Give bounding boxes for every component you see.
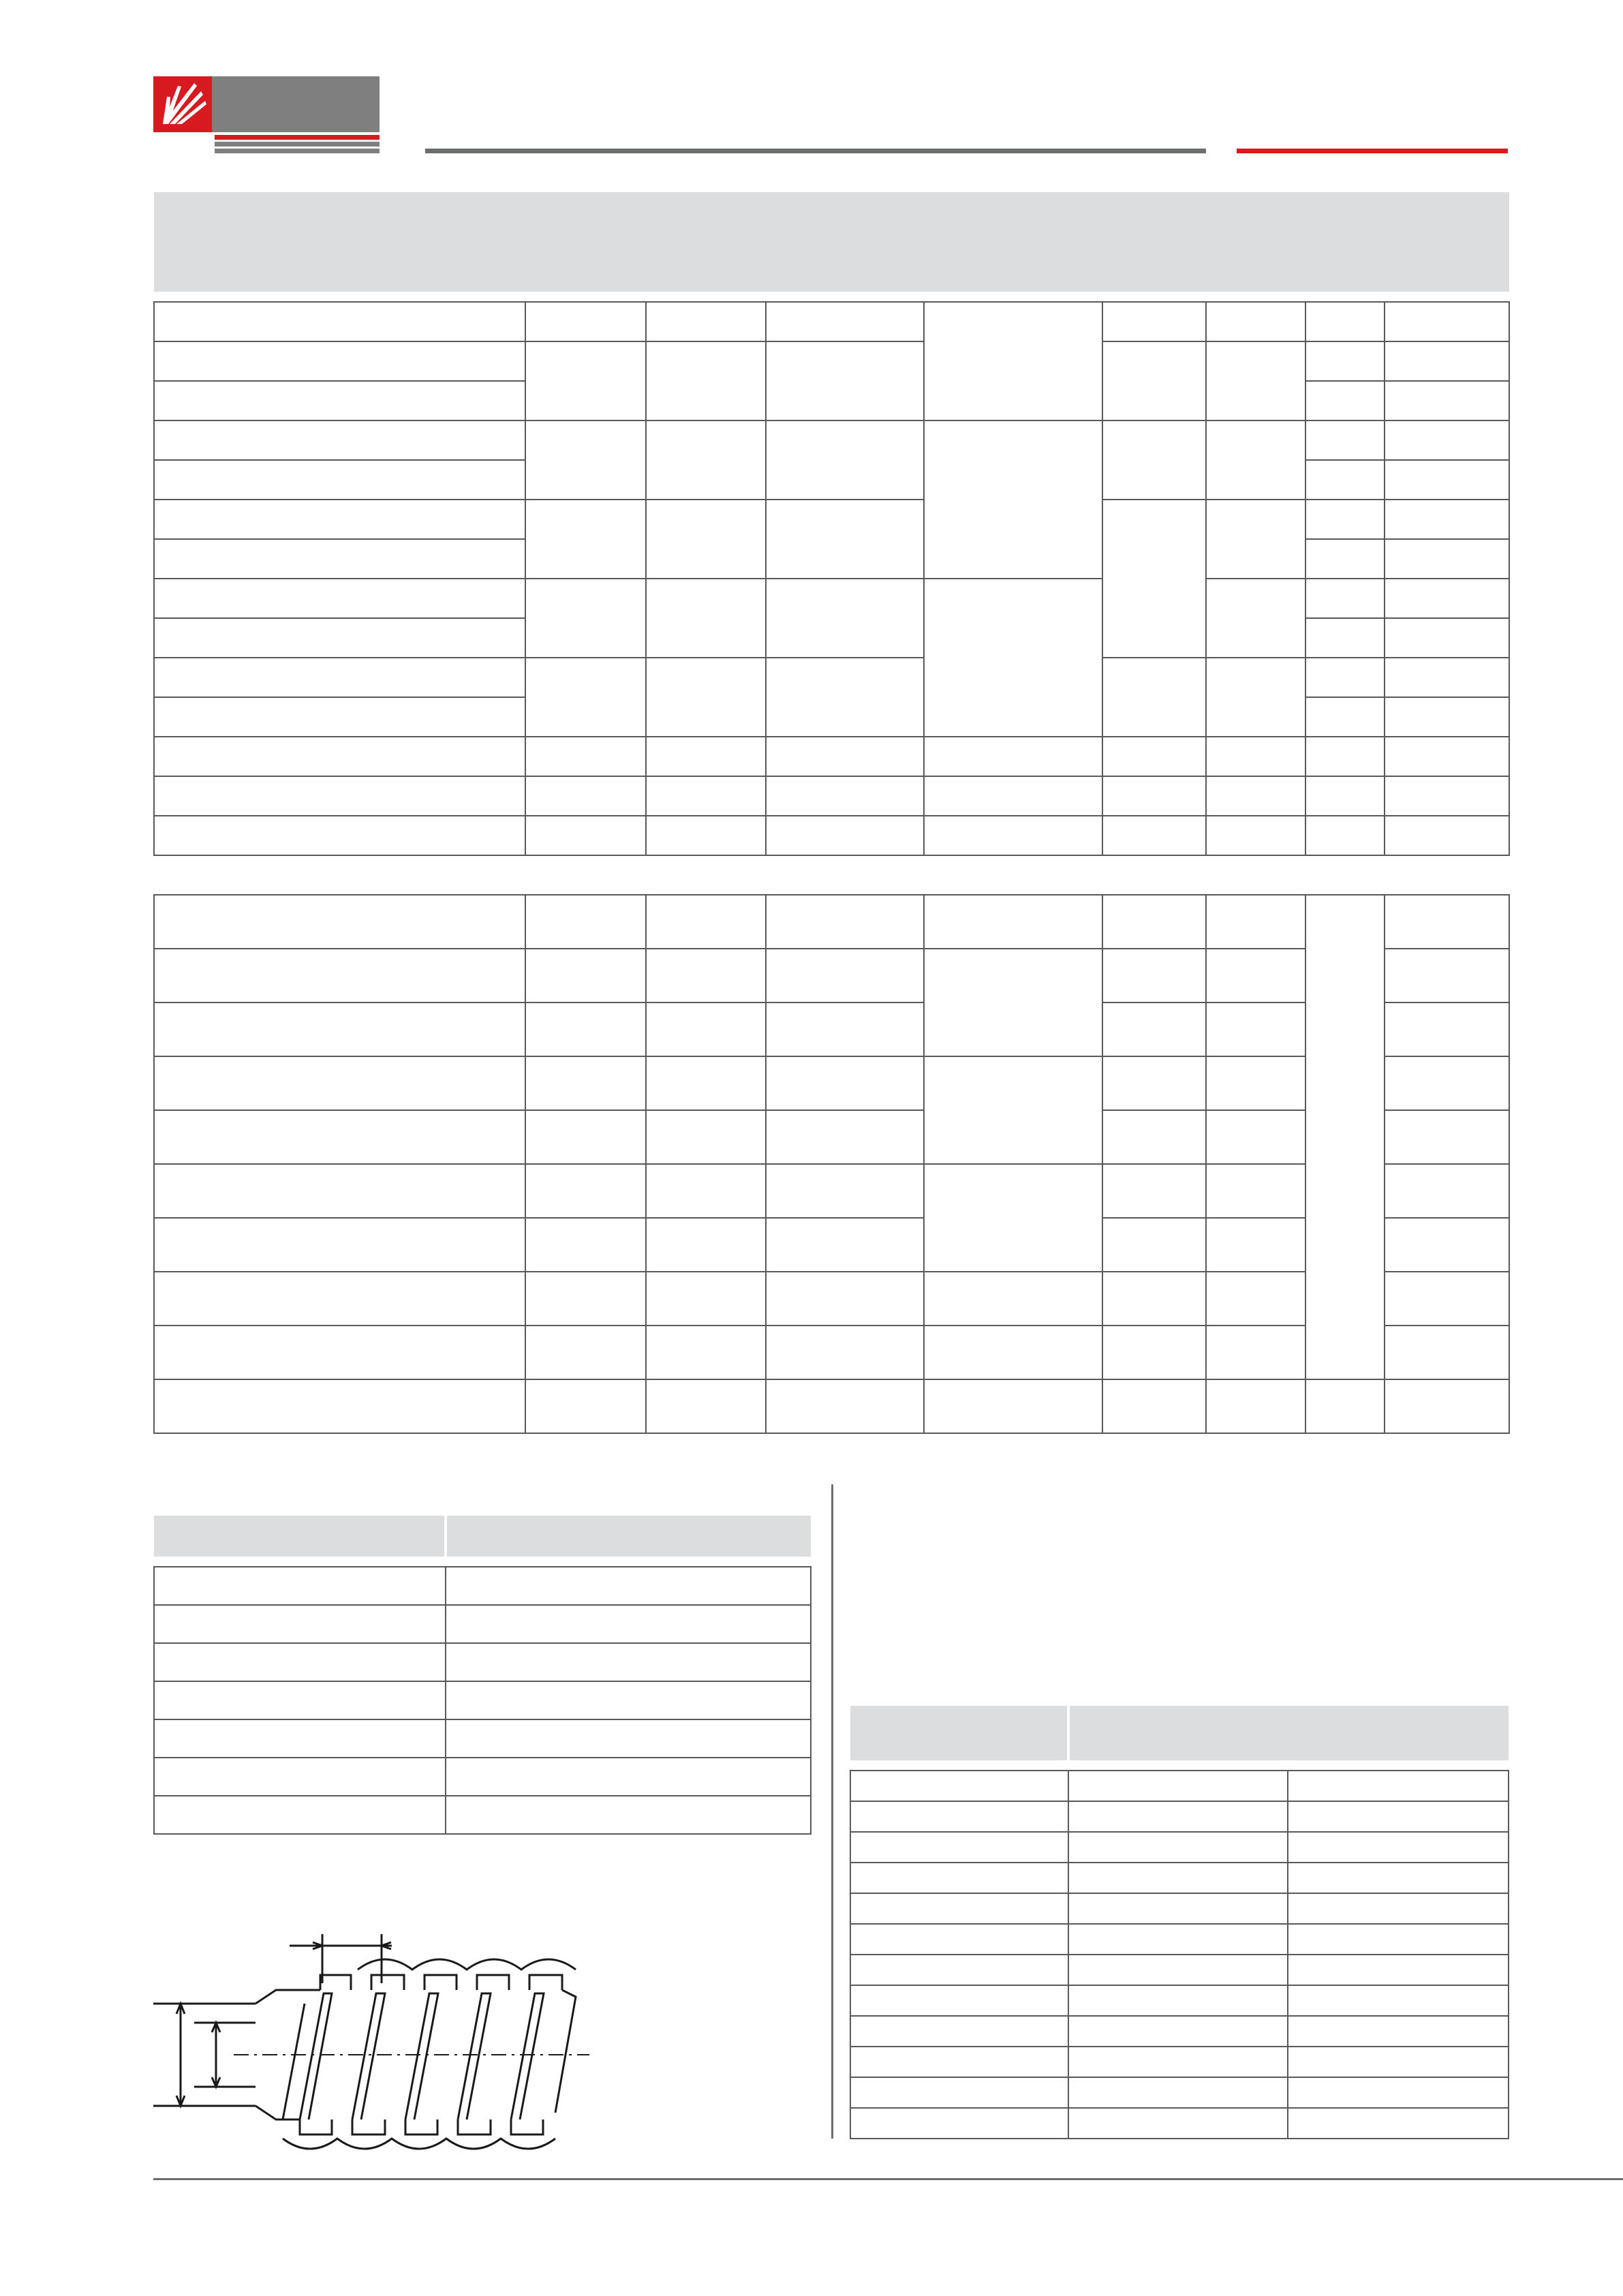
brand-logo xyxy=(153,76,380,155)
table-row xyxy=(154,1719,811,1758)
table-row xyxy=(154,1681,811,1719)
table-row xyxy=(850,1863,1509,1893)
spec-table-1 xyxy=(153,192,1510,856)
table-row xyxy=(154,1605,811,1643)
table-row xyxy=(850,1801,1509,1832)
table-row xyxy=(154,658,1509,697)
table-row xyxy=(850,1832,1509,1863)
spec-table-3 xyxy=(153,1516,812,1835)
table-row xyxy=(154,1567,811,1605)
table-row xyxy=(850,2016,1509,2047)
table-row xyxy=(850,2077,1509,2108)
table-row xyxy=(154,1643,811,1681)
table-row xyxy=(850,1955,1509,1985)
logo-sub-brand xyxy=(153,135,212,155)
table-row xyxy=(850,1985,1509,2016)
table-row xyxy=(154,341,1509,381)
table-row xyxy=(154,1758,811,1796)
spec-table-4 xyxy=(850,1706,1509,2139)
table-row xyxy=(154,420,1509,460)
table-row xyxy=(154,302,1509,341)
table-row xyxy=(850,1924,1509,1955)
table-header-row xyxy=(154,1516,811,1557)
table-row xyxy=(850,1771,1509,1801)
hose-drawing xyxy=(153,1895,603,2154)
logo-stripes xyxy=(215,135,380,154)
header-rule-red xyxy=(1237,149,1508,153)
table-row xyxy=(154,816,1509,855)
column-divider xyxy=(831,1484,833,2139)
table-header-row xyxy=(850,1706,1509,1760)
table-row xyxy=(154,737,1509,776)
table-row xyxy=(154,776,1509,816)
header-rule-grey xyxy=(425,149,1206,153)
spec-table-2 xyxy=(153,894,1510,1434)
table-row xyxy=(850,2108,1509,2139)
table-row xyxy=(850,1893,1509,1924)
table-row xyxy=(154,579,1509,618)
table-row xyxy=(154,895,1509,949)
footer-rule xyxy=(153,2178,1623,2180)
table-row xyxy=(154,1379,1509,1433)
table-row xyxy=(850,2047,1509,2077)
logo-mark-icon xyxy=(153,76,212,132)
logo-wordmark xyxy=(212,76,380,132)
table-row xyxy=(154,500,1509,539)
table-row xyxy=(154,1796,811,1834)
table-header-row xyxy=(154,192,1509,292)
